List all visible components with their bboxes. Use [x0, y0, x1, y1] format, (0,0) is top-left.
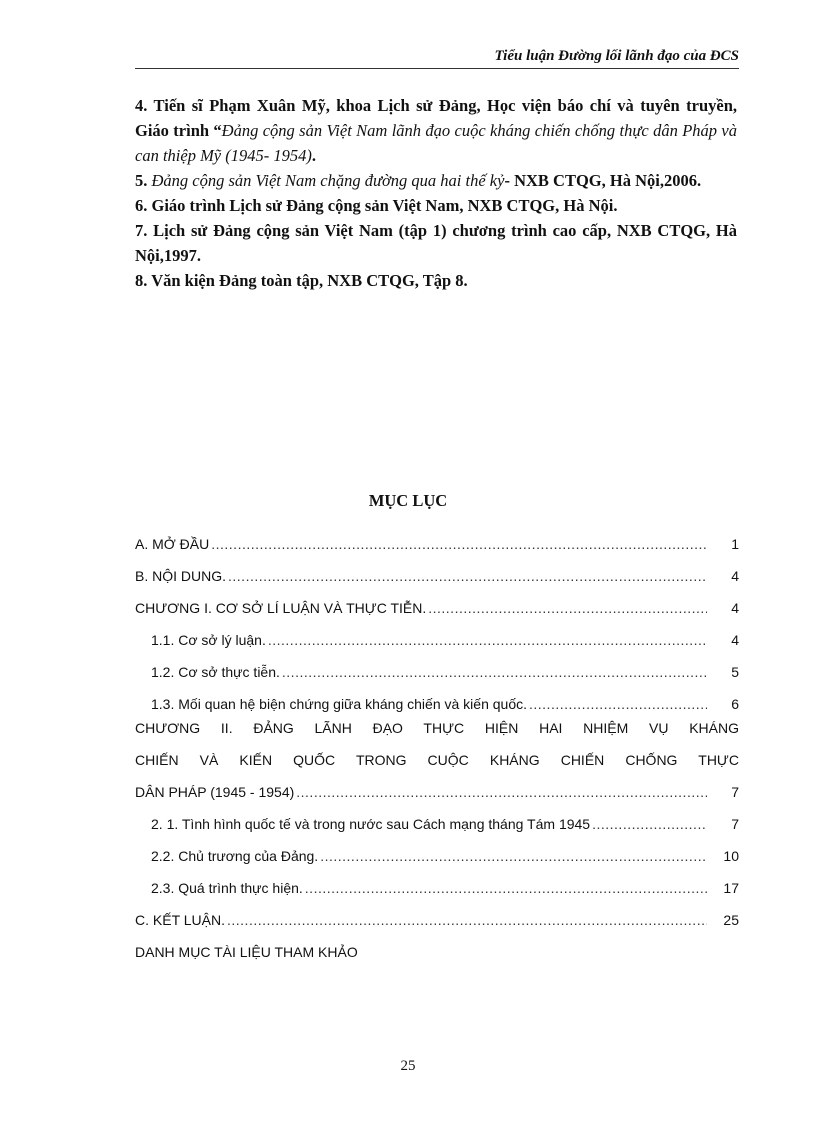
toc-entry[interactable] [151, 632, 739, 656]
toc-entry-label: 1.1. Cơ sở lý luận. [151, 632, 266, 648]
toc-entry-label: DANH MỤC TÀI LIỆU THAM KHẢO [135, 944, 358, 960]
toc-entry-label: 2. 1. Tình hình quốc tế và trong nước sau Cách mạng tháng Tám 1945 [151, 816, 591, 832]
toc-entry-line[interactable]: CHƯƠNG II. ĐẢNG LÃNH ĐẠO THỰC HIỆN HAI NHIỆM VỤ KHÁNG [135, 720, 739, 736]
toc-entry-page: 4 [731, 632, 739, 648]
toc-entry[interactable] [151, 848, 739, 872]
reference-item [135, 168, 737, 193]
toc-entry[interactable] [135, 784, 739, 808]
toc-leader [320, 848, 707, 864]
toc-entry-page: 5 [731, 664, 739, 680]
toc-leader [227, 912, 707, 928]
toc-entry-label: C. KẾT LUẬN. [135, 912, 225, 928]
reference-tail: - NXB CTQG, Hà Nội,2006. [504, 171, 702, 190]
toc-entry-label: 2.3. Quá trình thực hiện. [151, 880, 303, 896]
reference-text: Giáo trình Lịch sử Đảng cộng sản Việt Nam, NXB CTQG, Hà Nội. [147, 196, 618, 215]
toc-title: MỤC LỤC [368, 491, 448, 510]
toc-entry[interactable] [135, 912, 739, 936]
toc-leader [529, 696, 707, 712]
toc-entry-page: 1 [731, 536, 739, 552]
reference-title: Đảng cộng sản Việt Nam chặng đường qua hai thế kỷ [151, 171, 505, 190]
toc-leader [296, 784, 707, 800]
toc-entry-label: B. NỘI DUNG. [135, 568, 227, 584]
toc-leader [592, 816, 707, 832]
toc-entry-page: 4 [731, 600, 739, 616]
toc-leader [268, 632, 707, 648]
reference-item [135, 193, 737, 218]
toc-entry[interactable] [135, 600, 739, 624]
toc-entry-label: 2.2. Chủ trương của Đảng. [151, 848, 319, 864]
reference-item [135, 93, 737, 168]
reference-text: Lịch sử Đảng cộng sản Việt Nam (tập 1) chương trình cao cấp, NXB CTQG, Hà Nội,1997. [135, 221, 737, 265]
toc-entry[interactable] [135, 944, 739, 968]
header-rule [135, 68, 739, 69]
toc-leader [428, 600, 707, 616]
toc-entry-page: 7 [731, 816, 739, 832]
reference-tail: . [311, 146, 316, 165]
toc-entry-page: 6 [731, 696, 739, 712]
toc-entry[interactable] [151, 816, 739, 840]
toc-leader [282, 664, 707, 680]
reference-text: Văn kiện Đảng toàn tập, NXB CTQG, Tập 8. [147, 271, 468, 290]
reference-list [135, 93, 737, 293]
toc-entry-label: CHƯƠNG I. CƠ SỞ LÍ LUẬN VÀ THỰC TIỄN. [135, 600, 427, 616]
toc-entry-label: A. MỞ ĐẦU [135, 536, 210, 552]
toc-entry-page: 10 [723, 848, 739, 864]
reference-number: 6. [135, 196, 148, 215]
toc-entry-page: 7 [731, 784, 739, 800]
toc-entry-label: 1.3. Mối quan hệ biện chứng giữa kháng chiến và kiến quốc. [151, 696, 527, 712]
toc-entry-line[interactable]: CHIẾN VÀ KIẾN QUỐC TRONG CUỘC KHÁNG CHIẾN CHỐNG THỰC [135, 752, 739, 768]
toc-entry-label: 1.2. Cơ sở thực tiễn. [151, 664, 280, 680]
toc-entry[interactable] [151, 880, 739, 904]
reference-text: Tiến sĩ Phạm Xuân Mỹ, khoa Lịch sử Đảng, Học viện báo chí và tuyên truyền, Giáo trình “ [135, 96, 737, 140]
reference-number: 5. [135, 171, 148, 190]
page-number: 25 [400, 1058, 416, 1074]
toc-entry-label: DÂN PHÁP (1945 - 1954) [135, 784, 295, 800]
reference-number: 7. [135, 221, 148, 240]
running-header: Tiểu luận Đường lối lãnh đạo của ĐCS [494, 48, 739, 64]
reference-item [135, 218, 737, 268]
reference-item [135, 268, 737, 293]
toc-leader [211, 536, 707, 552]
toc-entry-page: 4 [731, 568, 739, 584]
toc-leader [305, 880, 707, 896]
reference-number: 8. [135, 271, 148, 290]
toc-entry[interactable] [135, 536, 739, 560]
toc-entry-page: 17 [723, 880, 739, 896]
reference-number: 4. [135, 96, 148, 115]
toc-entry-page: 25 [723, 912, 739, 928]
toc-entry[interactable] [135, 568, 739, 592]
toc-leader [228, 568, 707, 584]
toc-entry[interactable] [151, 664, 739, 688]
reference-title: Đảng cộng sản Việt Nam lãnh đạo cuộc kháng chiến chống thực dân Pháp và can thiệp Mỹ (1945- 1954) [135, 121, 737, 165]
